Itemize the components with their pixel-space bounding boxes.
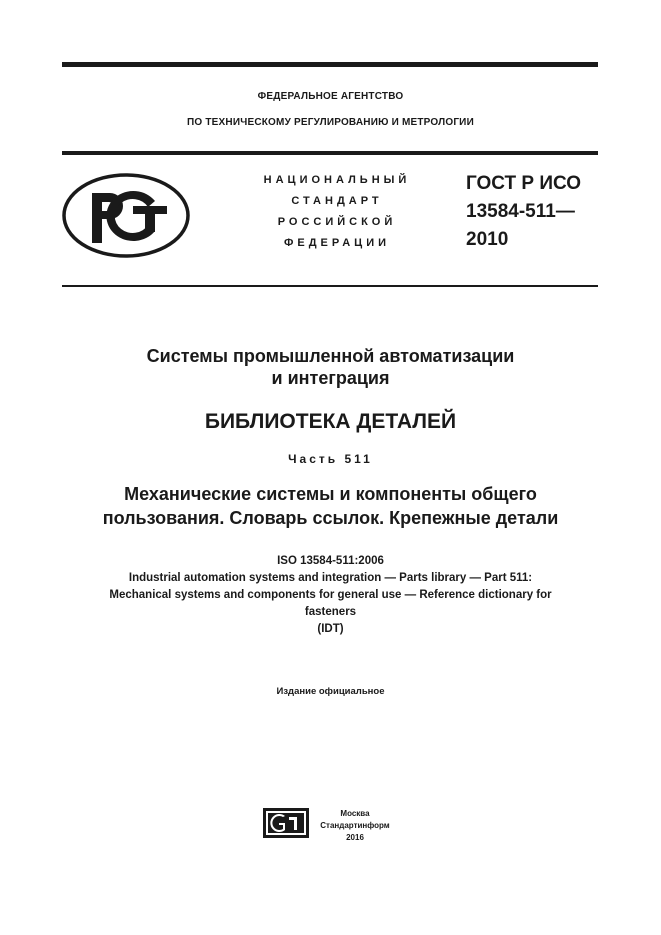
publisher-imprint [311, 808, 399, 844]
iso-line-2: Mechanical systems and components for general use — Reference dictionary for [109, 589, 552, 601]
iso-line-4: (IDT) [317, 623, 344, 635]
document-title [0, 345, 661, 389]
rst-certification-mark-icon [62, 173, 190, 258]
national-standard-label [232, 170, 442, 254]
subtitle-line-2: пользования. Словарь ссылок. Крепежные детали [102, 508, 559, 528]
subtitle-line-1: Механические системы и компоненты общего [124, 484, 537, 504]
iso-line-1: Industrial automation systems and integration — Parts library — Part 511: [128, 572, 533, 584]
iso-code: ISO 13584-511:2006 [277, 555, 384, 567]
publisher-name: Стандартинформ [320, 821, 390, 830]
publisher-year: 2016 [346, 833, 364, 842]
designation-line-2: 13584-511— [466, 201, 575, 222]
national-line-4: ФЕДЕРАЦИИ [283, 237, 391, 249]
national-line-2: СТАНДАРТ [291, 195, 383, 207]
designation-line-1: ГОСТ Р ИСО [466, 173, 582, 194]
national-line-3: РОССИЙСКОЙ [277, 216, 397, 228]
designation-line-3: 2010 [466, 229, 509, 250]
standartinform-logo-icon [263, 808, 309, 838]
edition-label: Издание официальное [276, 686, 385, 697]
top-rule [62, 62, 598, 67]
title-line-1: Системы промышленной автоматизации [146, 346, 515, 366]
part-number: Часть 511 [288, 452, 373, 466]
document-subtitle [0, 482, 661, 530]
agency-line-1: ФЕДЕРАЛЬНОЕ АГЕНТСТВО [257, 91, 404, 102]
header-divider [62, 151, 598, 155]
iso-reference [0, 553, 661, 638]
agency-line-2: ПО ТЕХНИЧЕСКОМУ РЕГУЛИРОВАНИЮ И МЕТРОЛОГИИ [187, 117, 474, 128]
library-heading: БИБЛИОТЕКА ДЕТАЛЕЙ [204, 410, 457, 433]
publisher-city: Москва [340, 809, 370, 818]
national-line-1: НАЦИОНАЛЬНЫЙ [263, 174, 411, 186]
iso-line-3: fasteners [304, 606, 357, 618]
standard-designation [466, 170, 581, 254]
title-line-2: и интеграция [271, 368, 390, 388]
title-divider [62, 285, 598, 287]
